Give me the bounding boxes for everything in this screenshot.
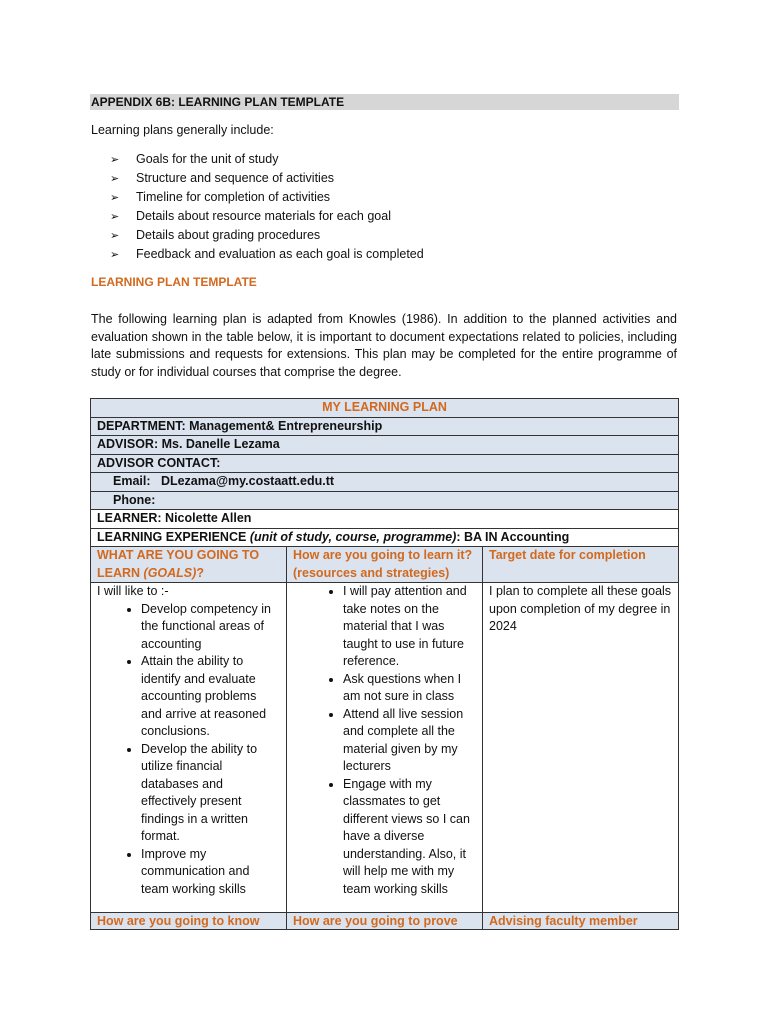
list-item: ➢ Details about resource materials for each goal (110, 207, 424, 226)
section-heading: LEARNING PLAN TEMPLATE (91, 275, 257, 289)
experience-label: LEARNING EXPERIENCE (97, 529, 250, 544)
goals-list (97, 601, 280, 899)
list-item: • Develop competency in the functional areas of accounting (141, 601, 280, 654)
advisor-row: ADVISOR: Ms. Danelle Lezama (91, 436, 679, 455)
arrow-bullet-icon: ➢ (110, 192, 120, 204)
footer-header-2: How are you going to prove (287, 913, 483, 930)
plan-title: MY LEARNING PLAN (91, 399, 679, 418)
appendix-title: APPENDIX 6B: LEARNING PLAN TEMPLATE (90, 94, 679, 110)
advisor-contact-row: ADVISOR CONTACT: (91, 454, 679, 473)
arrow-bullet-icon: ➢ (110, 154, 120, 166)
goals-intro: I will like to :- (97, 584, 169, 598)
arrow-bullet-icon: ➢ (110, 230, 120, 242)
list-item: ➢ Feedback and evaluation as each goal is completed (110, 245, 424, 264)
arrow-bullet-icon: ➢ (110, 173, 120, 185)
experience-italic: (unit of study, course, programme) (249, 529, 457, 544)
list-item: • Attend all live session and complete all the material given by my lecturers (343, 706, 476, 776)
list-item: ➢ Timeline for completion of activities (110, 188, 424, 207)
list-item: ➢ Details about grading procedures (110, 226, 424, 245)
arrow-bullet-icon: ➢ (110, 211, 120, 223)
arrow-bullet-icon: ➢ (110, 249, 120, 261)
department-row: DEPARTMENT: Management& Entrepreneurship (91, 417, 679, 436)
email-label: Email: (113, 474, 151, 488)
list-item: • Attain the ability to identify and evaluate accounting problems and arrive at reasoned conclusions. (141, 653, 280, 741)
phone-row: Phone: (91, 491, 679, 510)
list-item: • Ask questions when I am not sure in class (343, 671, 476, 706)
intro-text: Learning plans generally include: (91, 123, 274, 137)
goals-cell (91, 583, 287, 913)
footer-header-3: Advising faculty member (483, 913, 679, 930)
list-item: • Engage with my classmates to get different views so I can have a diverse understanding. Also, it will help me with my team working skills (343, 776, 476, 899)
list-item: ➢ Goals for the unit of study (110, 150, 424, 169)
footer-header-1: How are you going to know (91, 913, 287, 930)
learner-row: LEARNER: Nicolette Allen (91, 510, 679, 529)
experience-value: : BA IN Accounting (456, 529, 570, 544)
email-value: DLezama@my.costaatt.edu.tt (160, 474, 335, 488)
target-date-cell: I plan to complete all these goals upon completion of my degree in 2024 (483, 583, 679, 913)
includes-list (110, 150, 424, 264)
list-item: ➢ Structure and sequence of activities (110, 169, 424, 188)
learning-plan-table (90, 398, 679, 930)
intro-paragraph: The following learning plan is adapted from Knowles (1986). In addition to the planned activities and evaluation shown in the table below, it is important to document expectations related to policies, including late submissions and requests for extensions. This plan may be completed for the entire programme of study or for individual courses that comprise the degree. (91, 312, 677, 379)
strategies-cell (287, 583, 483, 913)
target-date-header: Target date for completion (483, 547, 679, 583)
strategies-list (293, 583, 476, 898)
email-row (91, 473, 679, 492)
list-item: • I will pay attention and take notes on the material that I was taught to use in future reference. (343, 583, 476, 671)
strategies-header: How are you going to learn it? (resources and strategies) (287, 547, 483, 583)
goals-header: WHAT ARE YOU GOING TO LEARN (GOALS)? (91, 547, 287, 583)
list-item: • Improve my communication and team working skills (141, 846, 280, 899)
learning-experience-row (91, 528, 679, 547)
list-item: • Develop the ability to utilize financial databases and effectively present findings in a written format. (141, 741, 280, 846)
